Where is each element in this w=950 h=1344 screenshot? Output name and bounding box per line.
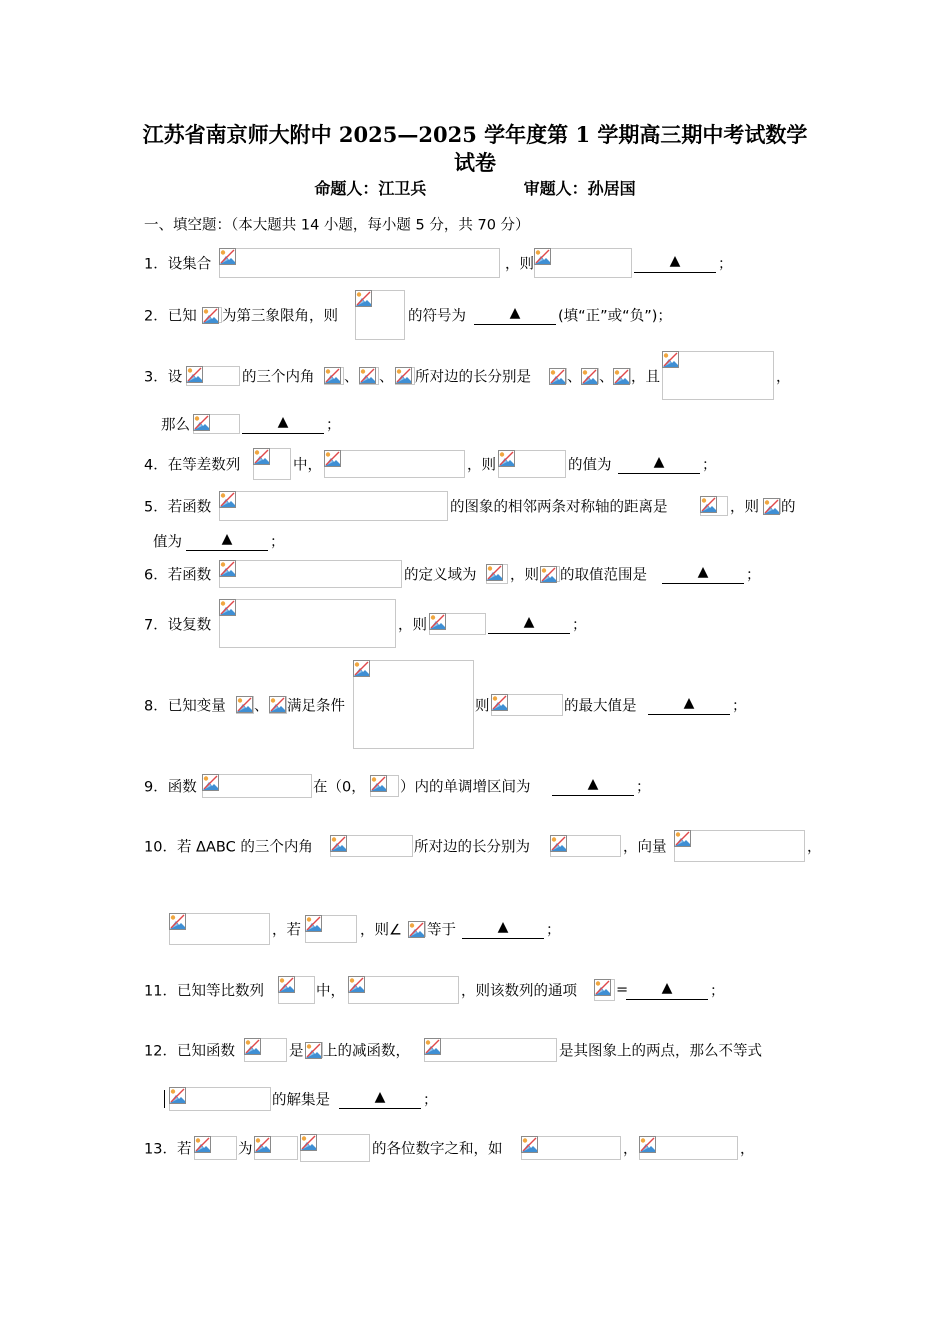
formula-box [219,248,500,278]
answer-blank [634,272,716,273]
answer-blank [488,633,570,634]
broken-image-icon [324,367,341,384]
formula-box [549,368,567,384]
page-title: 江苏省南京师大附中 2025—2025 学年度第 1 学期高三期中考试数学 [142,122,808,147]
abs-bar [164,1090,165,1108]
formula-box [581,368,599,384]
formula-box [194,1136,237,1160]
broken-image-icon [353,660,370,677]
broken-image-icon [202,307,219,324]
formula-box [498,450,566,478]
formula-box [700,496,728,516]
broken-image-icon [219,560,236,577]
broken-image-icon [429,613,446,630]
formula-box [613,368,631,384]
broken-image-icon [305,915,322,932]
broken-image-icon [193,414,210,431]
broken-image-icon [355,290,372,307]
formula-box [219,599,396,648]
formula-box [429,613,486,635]
formula-box [550,835,621,857]
formula-box [486,564,508,584]
formula-box [219,560,402,588]
broken-image-icon [662,351,679,368]
broken-image-icon [674,830,691,847]
page-title-continued: 试卷 [454,150,496,175]
broken-image-icon [269,696,286,713]
formula-box [236,696,254,714]
broken-image-icon [253,448,270,465]
formula-box [300,1134,370,1162]
authors [0,176,950,199]
answer-blank [339,1108,421,1109]
formula-box [355,290,405,340]
formula-box [244,1038,287,1062]
broken-image-icon [521,1136,538,1153]
formula-box [424,1038,557,1062]
broken-image-icon [498,450,515,467]
setter: 命题人：江卫兵 [314,179,427,198]
formula-box [254,1136,298,1160]
formula-box [202,774,312,798]
answer-blank [474,324,556,325]
formula-box [353,660,474,749]
broken-image-icon [219,491,236,508]
broken-image-icon [486,564,503,581]
formula-box [491,694,563,716]
reviewer: 审题人：孙居国 [523,179,636,198]
broken-image-icon [324,450,341,467]
answer-blank [552,795,634,796]
formula-box [269,696,287,714]
broken-image-icon [236,696,253,713]
answer-blank [186,550,268,551]
formula-box [186,366,240,386]
broken-image-icon [202,774,219,791]
broken-image-icon [424,1038,441,1055]
broken-image-icon [169,1087,186,1104]
formula-box [330,835,413,857]
formula-box [594,979,615,1001]
formula-box [169,913,270,945]
formula-box [534,248,632,278]
broken-image-icon [186,366,203,383]
formula-box [521,1136,621,1160]
broken-image-icon [278,976,295,993]
answer-blank [648,714,730,715]
formula-box [408,921,426,937]
formula-box [370,775,399,797]
broken-image-icon [491,694,508,711]
formula-box [348,976,459,1004]
answer-blank [626,999,708,1000]
broken-image-icon [359,367,376,384]
broken-image-icon [305,1042,322,1059]
broken-image-icon [550,835,567,852]
answer-blank [242,433,324,434]
broken-image-icon [330,835,347,852]
broken-image-icon [348,976,365,993]
formula-box [674,830,805,862]
formula-box [202,307,222,323]
broken-image-icon [549,368,566,385]
answer-blank [462,938,544,939]
broken-image-icon [219,248,236,265]
answer-blank [662,583,744,584]
answer-blank [618,473,700,474]
broken-image-icon [169,913,186,930]
formula-box [305,1042,323,1058]
formula-box [253,448,291,480]
formula-box [219,491,448,521]
broken-image-icon [639,1136,656,1153]
broken-image-icon [763,498,780,515]
broken-image-icon [219,599,236,616]
formula-box [278,976,315,1004]
broken-image-icon [613,368,630,385]
formula-box [662,351,774,400]
formula-box [305,915,357,943]
formula-box [324,367,344,385]
formula-box [763,498,781,514]
broken-image-icon [534,248,551,265]
broken-image-icon [370,775,387,792]
broken-image-icon [540,566,557,583]
formula-box [193,414,240,434]
formula-box [324,450,465,478]
broken-image-icon [395,367,412,384]
formula-box [169,1087,271,1111]
formula-box [639,1136,738,1160]
formula-box [395,367,415,385]
broken-image-icon [594,979,611,996]
broken-image-icon [700,496,717,513]
broken-image-icon [194,1136,211,1153]
broken-image-icon [300,1134,317,1151]
broken-image-icon [244,1038,261,1055]
formula-box [540,566,560,582]
broken-image-icon [254,1136,271,1153]
broken-image-icon [408,921,425,938]
formula-box [359,367,379,385]
broken-image-icon [581,368,598,385]
